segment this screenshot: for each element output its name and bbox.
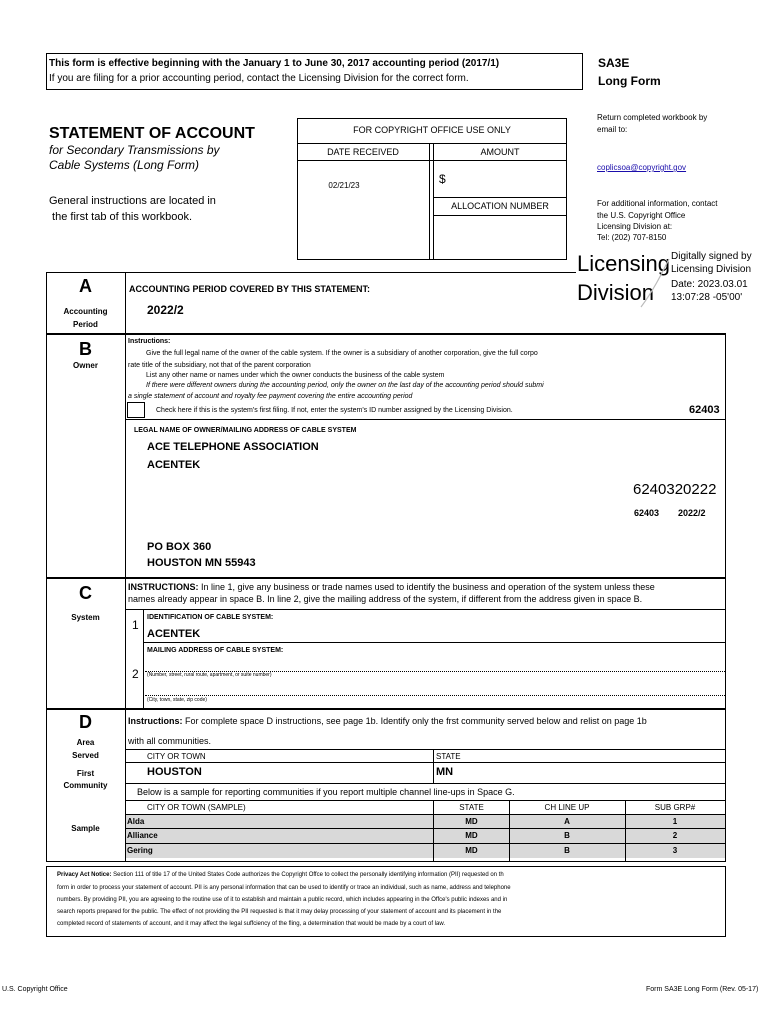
owner-address-line2: HOUSTON MN 55943 — [147, 557, 256, 569]
privacy-text1: Section 111 of title 17 of the United States Code authorizes the Copyright Offce to collect the personally identifying information (PII) requested on th — [111, 872, 504, 878]
telephone-number: Tel: (202) 707-8150 — [597, 233, 667, 242]
sample-header-state: STATE — [459, 803, 484, 812]
section-d-label-area: Area — [76, 738, 95, 747]
section-d-label-community: Community — [63, 781, 108, 790]
identification-label: IDENTIFICATION OF CABLE SYSTEM: — [147, 614, 274, 621]
date-received-value: 02/21/23 — [328, 181, 360, 190]
allocation-number-label: ALLOCATION NUMBER — [451, 201, 549, 211]
first-community-city: HOUSTON — [147, 766, 202, 778]
return-instructions: Return completed workbook by email to: — [597, 113, 708, 134]
section-c-instructions-line2: names already appear in space B. In line 2, give the mailing address of the system, if different from the address given in space B. — [128, 594, 643, 604]
owner-name-line2: ACENTEK — [147, 459, 201, 471]
reference-code: 6240320222 — [633, 481, 717, 498]
section-b-instruction-5: a single statement of account and royalty fee payment covering the entire accounting period — [128, 393, 413, 400]
section-b-label: Owner — [73, 361, 98, 370]
section-c-letter: C — [79, 583, 92, 603]
city-or-town-label: CITY OR TOWN — [147, 752, 206, 761]
table-cell: 3 — [672, 846, 678, 855]
section-d-instructions-text1: For complete space D instructions, see page 1b. Identify only the frst community served below and relist on page 1b — [182, 716, 647, 726]
form-subtitle-line1: for Secondary Transmissions by — [49, 143, 220, 157]
section-c-line1-number: 1 — [132, 618, 139, 632]
general-instructions-line1: General instructions are located in — [49, 195, 216, 207]
system-id-value: 62403 — [689, 404, 720, 416]
first-filing-checkbox[interactable] — [127, 402, 145, 418]
section-a-letter: A — [79, 276, 92, 296]
form-subtitle-line2: Cable Systems (Long Form) — [49, 158, 200, 172]
footer-left: U.S. Copyright Office — [2, 986, 68, 993]
accounting-period-heading: ACCOUNTING PERIOD COVERED BY THIS STATEMENT: — [129, 284, 371, 294]
table-cell: MD — [465, 831, 478, 840]
privacy-line2: form in order to process your statement of account. PII is any personal information that can be used to identify or trace an individual, such as name, address and telephone — [57, 885, 511, 891]
effective-notice-line1: This form is effective beginning with the January 1 to June 30, 2017 accounting period (2017/1) — [49, 58, 500, 69]
section-b-instruction-4: If there were different owners during the accounting period, only the owner on the last day of the accounting period should submi — [146, 382, 544, 389]
section-c-instructions-text1: In line 1, give any business or trade names used to identify the business and operation of the system unless these — [198, 582, 655, 592]
section-b-instructions-title: Instructions: — [128, 338, 171, 345]
general-instructions-line2: the first tab of this workbook. — [49, 211, 193, 223]
table-cell: MD — [465, 846, 478, 855]
privacy-line1 — [57, 872, 504, 878]
form-title: STATEMENT OF ACCOUNT — [49, 125, 255, 142]
table-cell: B — [564, 846, 570, 855]
sample-header-lineup: CH LINE UP — [544, 803, 590, 812]
section-a-label-accounting: Accounting — [63, 307, 108, 316]
privacy-line3: numbers. By providing PII, you are agreeing to the routine use of it to establish and maintain a public record, which includes appearing in the Offce's public indexes and in — [57, 897, 508, 903]
effective-notice-line2: If you are filing for a prior accounting period, contact the Licensing Division for the correct form. — [49, 73, 469, 84]
section-c-instructions-line1 — [128, 582, 655, 592]
form-code: SA3E — [598, 56, 630, 70]
first-community-state: MN — [436, 766, 454, 778]
table-cell: 2 — [672, 831, 678, 840]
section-c-label: System — [71, 613, 100, 622]
section-c-line2-number: 2 — [132, 667, 139, 681]
table-row: Gering — [127, 846, 153, 855]
submission-email-link[interactable]: coplicsoa@copyright.gov — [597, 163, 687, 172]
table-row: Alda — [127, 817, 145, 826]
table-cell: A — [564, 817, 570, 826]
accounting-period-value: 2022/2 — [147, 303, 184, 317]
owner-name-line1: ACE TELEPHONE ASSOCIATION — [147, 441, 319, 453]
table-cell: 1 — [672, 817, 678, 826]
privacy-line5: completed record of statements of account, and it may affect the legal suffciency of the fling, a determination that would be made by a court of law. — [57, 921, 445, 927]
signature-licensing: Licensing — [577, 251, 670, 276]
footer-right: Form SA3E Long Form (Rev. 05-17) — [646, 986, 759, 993]
additional-info-text: For additional information, contact the U.S. Copyright Office Licensing Division at: — [597, 199, 718, 231]
table-cell: B — [564, 831, 570, 840]
mailing-address-label: MAILING ADDRESS OF CABLE SYSTEM: — [147, 647, 284, 654]
sample-header-subgroup: SUB GRP# — [654, 803, 696, 812]
cable-system-name: ACENTEK — [147, 628, 201, 640]
signature-stroke-icon — [635, 255, 675, 310]
privacy-line4: search reports prepared for the public. The effect of not providing the PII requested is that it may delay processing of your statement of account and its placement in the — [57, 909, 502, 915]
section-d-label-first: First — [76, 769, 95, 778]
reference-period: 2022/2 — [678, 508, 706, 518]
section-d-label-sample: Sample — [71, 824, 100, 833]
digital-signature-time: 13:07:28 -05'00' — [671, 292, 743, 303]
table-row: Alliance — [127, 831, 158, 840]
sample-note: Below is a sample for reporting communities if you report multiple channel line-ups in Space G. — [137, 787, 515, 797]
section-d-instructions-line1 — [128, 716, 647, 726]
state-label: STATE — [436, 752, 461, 761]
section-b-instruction-3: List any other name or names under which the owner conducts the business of the cable system — [146, 372, 445, 379]
section-c-instructions-bold: INSTRUCTIONS: — [128, 582, 199, 592]
signature-division: Division — [577, 280, 655, 305]
digital-signature-line1: Digitally signed by — [671, 251, 752, 262]
table-cell: MD — [465, 817, 478, 826]
section-b-instruction-1: Give the full legal name of the owner of the cable system. If the owner is a subsidiary of another corporation, give the full corpo — [146, 350, 538, 357]
section-b-instruction-2: rate title of the subsidiary, not that of the parent corporation — [128, 362, 311, 369]
section-b-letter: B — [79, 339, 92, 359]
privacy-bold: Privacy Act Notice: — [57, 872, 112, 878]
section-d-letter: D — [79, 712, 92, 732]
legal-name-label: LEGAL NAME OF OWNER/MAILING ADDRESS OF CABLE SYSTEM — [134, 427, 357, 434]
section-a-label-period: Period — [73, 320, 98, 329]
amount-dollar-sign: $ — [439, 172, 446, 186]
reference-system-id: 62403 — [634, 508, 660, 518]
section-d-instructions-line2: with all communities. — [128, 736, 212, 746]
form-type: Long Form — [598, 74, 661, 88]
section-d-label-served: Served — [72, 751, 99, 760]
first-filing-check-text: Check here if this is the system's first filing. If not, enter the system's ID number assigned by the Licensing Division. — [156, 407, 513, 414]
section-d-instructions-bold: Instructions: — [128, 716, 183, 726]
amount-label: AMOUNT — [480, 147, 520, 157]
owner-address-line1: PO BOX 360 — [147, 541, 212, 553]
office-use-heading: FOR COPYRIGHT OFFICE USE ONLY — [353, 125, 511, 135]
digital-signature-date: Date: 2023.03.01 — [671, 279, 748, 290]
digital-signature-line2: Licensing Division — [671, 264, 752, 275]
date-received-label: DATE RECEIVED — [327, 147, 399, 157]
street-hint: (Number, street, rural route, apartment, or suite number) — [147, 672, 272, 678]
city-hint: (City, town, state, zip code) — [147, 697, 207, 703]
sample-header-city: CITY OR TOWN (SAMPLE) — [147, 803, 246, 812]
